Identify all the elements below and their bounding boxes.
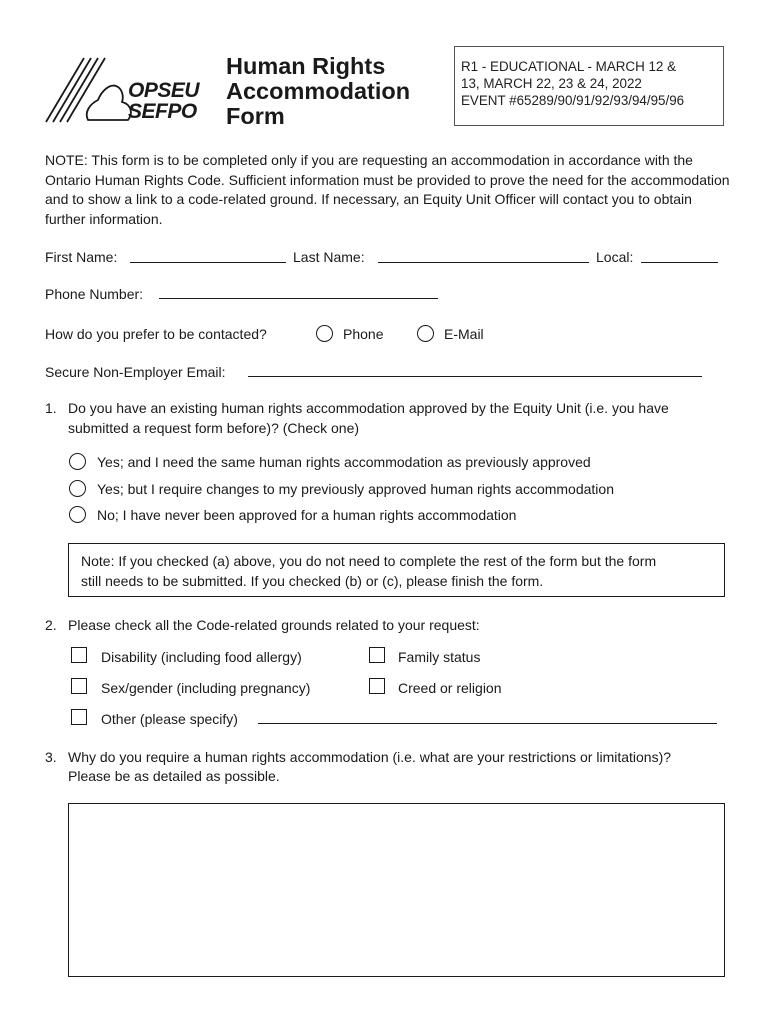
q2-other-specify-field[interactable]: [258, 723, 717, 724]
q2-sex-gender-checkbox[interactable]: [71, 678, 87, 694]
event-info-box: [454, 46, 724, 126]
contact-phone-radio[interactable]: [316, 325, 333, 342]
first-name-field[interactable]: [130, 262, 286, 263]
q1-note-line2: still needs to be submitted. If you checked (b) or (c), please finish the form.: [81, 572, 544, 589]
q1-text-line1: Do you have an existing human rights accommodation approved by the Equity Unit (i.e. you have: [68, 400, 669, 416]
q3-text-line2: Please be as detailed as possible.: [68, 768, 280, 784]
phone-number-field[interactable]: [159, 298, 438, 299]
intro-note: NOTE: This form is to be completed only if you are requesting an accommodation in accordance with the Ontario Human Rights Code. Sufficient information must be provided to prove the need for the accommodation and to show a link to a code-related ground. If necessary, an Equity Unit Officer will contact you to obtain further information.: [45, 152, 730, 227]
q3-answer-textarea[interactable]: [68, 803, 725, 977]
q2-text: Please check all the Code-related grounds related to your request:: [68, 617, 480, 633]
q2-family-status-checkbox[interactable]: [369, 647, 385, 663]
phone-number-label: Phone Number:: [45, 286, 144, 302]
q2-disability-label: Disability (including food allergy): [101, 649, 302, 665]
event-line: R1 - EDUCATIONAL - MARCH 12 &: [461, 59, 677, 74]
q1-option-b-label: Yes; but I require changes to my previously approved human rights accommodation: [97, 481, 614, 497]
q2-sex-gender-label: Sex/gender (including pregnancy): [101, 680, 311, 696]
q2-family-status-label: Family status: [398, 649, 481, 665]
q2-number: 2.: [45, 617, 57, 633]
local-field[interactable]: [641, 262, 718, 263]
q2-creed-religion-checkbox[interactable]: [369, 678, 385, 694]
last-name-label: Last Name:: [293, 249, 365, 265]
secure-email-label: Secure Non-Employer Email:: [45, 364, 226, 380]
event-line: EVENT #65289/90/91/92/93/94/95/96: [461, 93, 685, 108]
q1-option-b-radio[interactable]: [69, 480, 86, 497]
q1-option-c-label: No; I have never been approved for a human rights accommodation: [97, 507, 517, 523]
q1-option-a-label: Yes; and I need the same human rights accommodation as previously approved: [97, 454, 591, 470]
contact-phone-label: Phone: [343, 326, 384, 342]
contact-email-label: E-Mail: [444, 326, 484, 342]
q3-text-line1: Why do you require a human rights accommodation (i.e. what are your restrictions or limitations)?: [68, 749, 672, 765]
q1-note-line1: Note: If you checked (a) above, you do not need to complete the rest of the form but the form: [81, 553, 657, 569]
q2-other-checkbox[interactable]: [71, 709, 87, 725]
local-label: Local:: [596, 249, 634, 265]
q2-disability-checkbox[interactable]: [71, 647, 87, 663]
event-line: 13, MARCH 22, 23 & 24, 2022: [461, 76, 642, 91]
contact-preference-label: How do you prefer to be contacted?: [45, 326, 267, 342]
title-line: Human Rights: [226, 53, 386, 79]
q3-number: 3.: [45, 749, 57, 765]
first-name-label: First Name:: [45, 249, 118, 265]
contact-email-radio[interactable]: [417, 325, 434, 342]
q1-option-a-radio[interactable]: [69, 453, 86, 470]
q2-other-label: Other (please specify): [101, 711, 238, 727]
q1-note-box: [68, 543, 725, 597]
title-line: Form: [226, 103, 285, 129]
q1-text-line2: submitted a request form before)? (Check one): [68, 420, 360, 436]
q1-number: 1.: [45, 400, 57, 416]
title-line: Accommodation: [226, 78, 411, 104]
q1-option-c-radio[interactable]: [69, 506, 86, 523]
secure-email-field[interactable]: [248, 376, 702, 377]
logo-text-opseu: OPSEU: [128, 79, 200, 102]
q2-creed-religion-label: Creed or religion: [398, 680, 502, 696]
logo-text-sefpo: SEFPO: [128, 100, 197, 123]
form-title: [226, 54, 410, 129]
last-name-field[interactable]: [378, 262, 589, 263]
